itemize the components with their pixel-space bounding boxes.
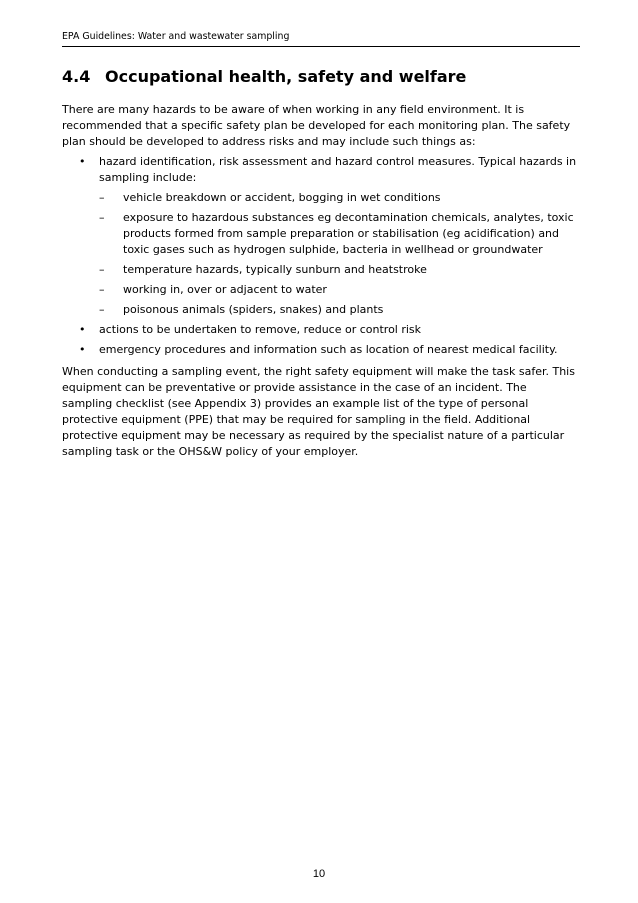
section-number: 4.4 — [62, 67, 91, 86]
sublist-item-text: poisonous animals (spiders, snakes) and plants — [123, 303, 384, 316]
dash-icon: – — [99, 283, 105, 296]
hazard-bullet-list — [62, 154, 580, 358]
sublist-item — [99, 302, 580, 318]
bullet-icon: • — [79, 155, 86, 168]
sublist-item — [99, 190, 580, 206]
bullet-icon: • — [79, 343, 86, 356]
sublist-item-text: exposure to hazardous substances eg decontamination chemicals, analytes, toxic products formed from sample preparation or stabilisation (eg acidification) and toxic gases such as hydrogen sulphide, bacteria in wellhead or groundwater — [123, 211, 574, 256]
closing-paragraph: When conducting a sampling event, the right safety equipment will make the task safer. This equipment can be preventative or provide assistance in the case of an incident. The sampling checklist (see Appendix 3) provides an example list of the type of personal protective equipment (PPE) that may be required for sampling in the field. Additional protective equipment may be necessary as required by the specialist nature of a particular sampling task or the OHS&W policy of your employer. — [62, 365, 575, 458]
list-item-text: actions to be undertaken to remove, reduce or control risk — [99, 323, 422, 336]
main-content — [62, 66, 580, 464]
intro-paragraph: There are many hazards to be aware of when working in any field environment. It is recommended that a specific safety plan be developed for each monitoring plan. The safety plan should be developed to address risks and may include such things as: — [62, 103, 571, 148]
dash-icon: – — [99, 211, 105, 224]
page-number: 10 — [312, 868, 326, 880]
sublist-item-text: vehicle breakdown or accident, bogging in wet conditions — [123, 191, 441, 204]
dash-icon: – — [99, 303, 105, 316]
list-item-text: emergency procedures and information such as location of nearest medical facility. — [99, 343, 558, 356]
section-title: Occupational health, safety and welfare — [105, 67, 467, 86]
list-item — [62, 154, 580, 318]
list-item-text: hazard identification, risk assessment and hazard control measures. Typical hazards in sampling include: — [99, 155, 577, 184]
list-item — [62, 322, 580, 338]
list-item — [62, 342, 580, 358]
section-heading — [62, 66, 580, 88]
sublist-item-text: temperature hazards, typically sunburn and heatstroke — [123, 263, 427, 276]
dash-icon: – — [99, 263, 105, 276]
sublist-item — [99, 262, 580, 278]
sublist-item — [99, 210, 580, 258]
dash-icon: – — [99, 191, 105, 204]
hazard-sublist — [99, 190, 580, 318]
bullet-icon: • — [79, 323, 86, 336]
sublist-item — [99, 282, 580, 298]
sublist-item-text: working in, over or adjacent to water — [123, 283, 327, 296]
running-header: EPA Guidelines: Water and wastewater sampling — [62, 30, 580, 47]
